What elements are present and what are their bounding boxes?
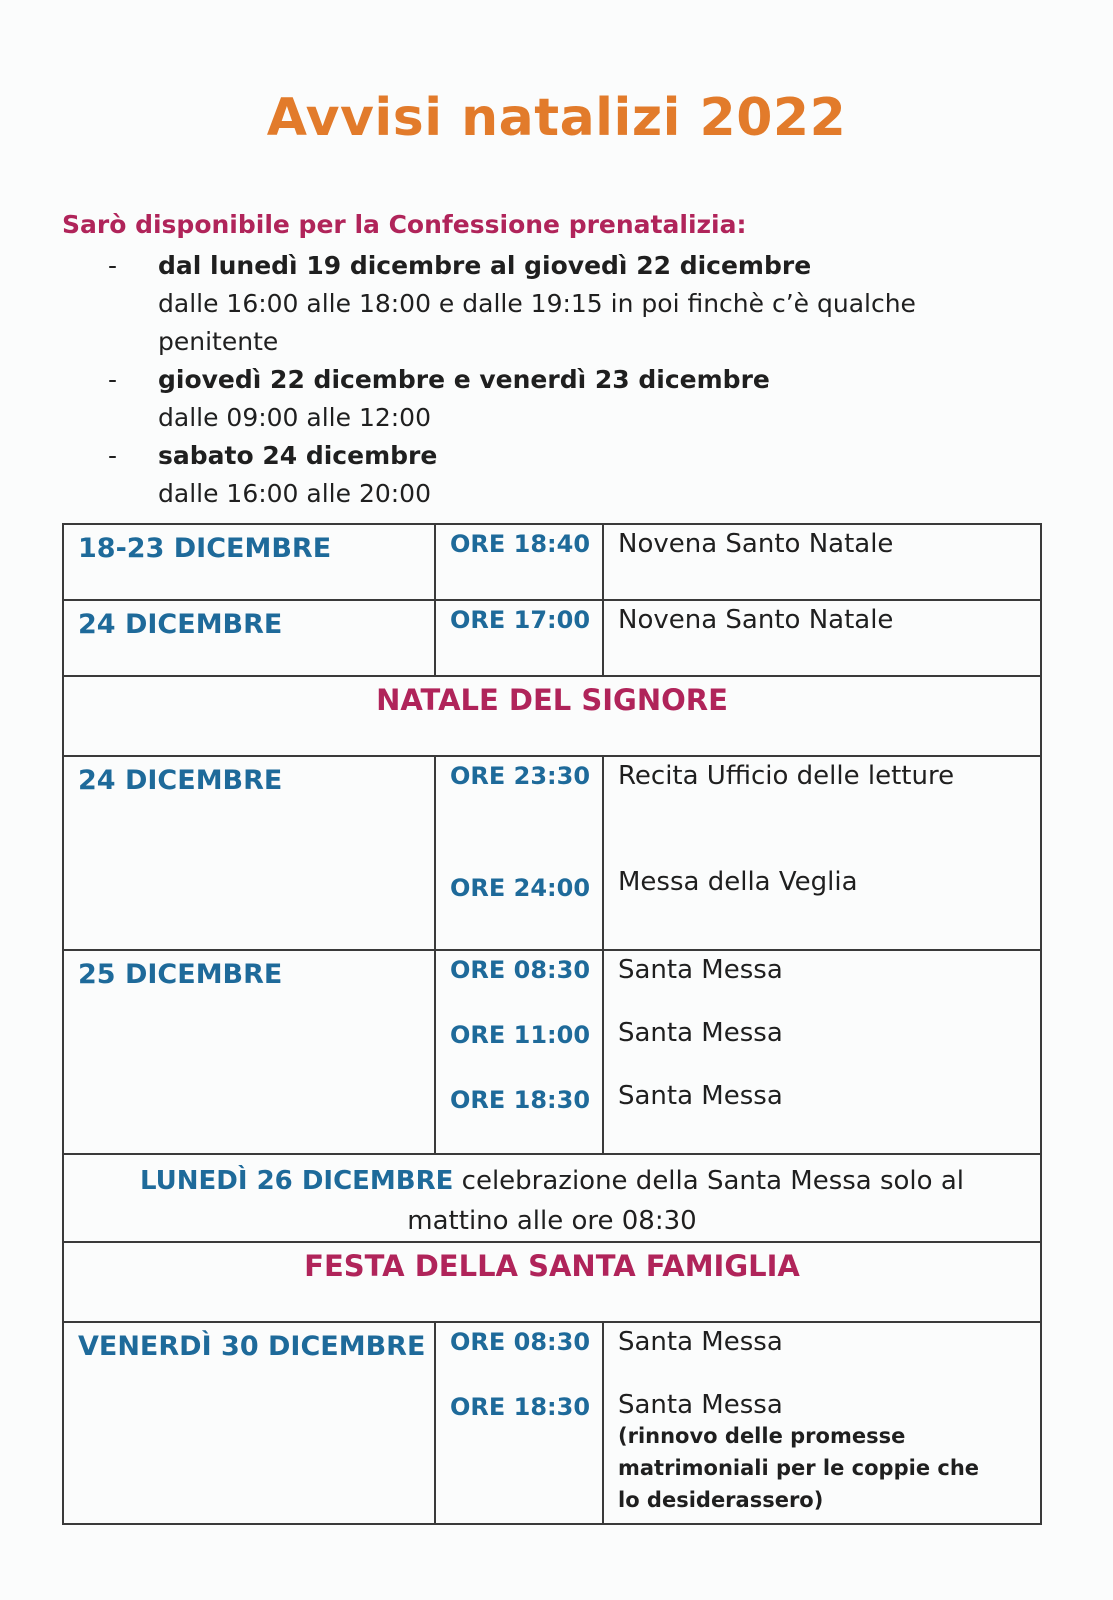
- table-row: [63, 600, 1041, 676]
- confession-hours: dalle 09:00 alle 12:00: [158, 403, 431, 432]
- table-row: [63, 756, 1041, 950]
- confession-dates: dal lunedì 19 dicembre al giovedì 22 dicembre: [158, 251, 812, 280]
- row-time: ORE 08:30: [450, 956, 591, 984]
- row-description: Novena Santo Natale: [618, 529, 894, 559]
- row-date: VENERDÌ 30 DICEMBRE: [78, 1331, 426, 1362]
- row-date: 24 DICEMBRE: [78, 765, 283, 796]
- notice-date: LUNEDÌ 26 DICEMBRE: [140, 1166, 454, 1196]
- section-banner-famiglia: FESTA DELLA SANTA FAMIGLIA: [304, 1249, 800, 1283]
- page-title: Avvisi natalizi 2022: [266, 88, 847, 148]
- row-date: 18-23 DICEMBRE: [78, 533, 332, 564]
- confession-item: [62, 437, 1062, 513]
- section-banner-natale: NATALE DEL SIGNORE: [376, 683, 728, 717]
- list-dash: -: [108, 365, 118, 394]
- row-description: Santa Messa: [618, 1018, 783, 1048]
- row-description: Santa Messa: [618, 1327, 783, 1357]
- confession-hours: dalle 16:00 alle 18:00 e dalle 19:15 in poi finchè c’è qualche penitente: [158, 289, 916, 356]
- confession-hours: dalle 16:00 alle 20:00: [158, 479, 431, 508]
- confession-dates: sabato 24 dicembre: [158, 441, 438, 470]
- table-row: [63, 1242, 1041, 1322]
- row-time: ORE 17:00: [450, 606, 591, 634]
- table-row: [63, 1322, 1041, 1524]
- confession-item: [62, 247, 1062, 361]
- monday-notice: [64, 1155, 1040, 1241]
- row-time: ORE 18:40: [450, 530, 591, 558]
- notice-text: mattino alle ore 08:30: [407, 1206, 697, 1236]
- row-time: ORE 08:30: [450, 1328, 591, 1356]
- row-description: Santa Messa: [618, 955, 783, 985]
- confession-item: [62, 361, 1062, 437]
- list-dash: -: [108, 441, 118, 470]
- row-time: ORE 18:30: [450, 1086, 591, 1114]
- confession-section: [62, 210, 1062, 513]
- row-date: 24 DICEMBRE: [78, 609, 283, 640]
- list-dash: -: [108, 251, 118, 280]
- row-note: (rinnovo delle promesse matrimoniali per le coppie che lo desiderassero): [618, 1424, 980, 1512]
- row-description: Santa Messa: [618, 1081, 783, 1111]
- table-row: [63, 524, 1041, 600]
- row-time: ORE 23:30: [450, 762, 591, 790]
- row-date: 25 DICEMBRE: [78, 959, 283, 990]
- row-description: Messa della Veglia: [618, 867, 858, 897]
- schedule-table: [62, 523, 1042, 1525]
- notice-text: celebrazione della Santa Messa solo al: [453, 1166, 964, 1196]
- row-description: Novena Santo Natale: [618, 605, 894, 635]
- row-description: Santa Messa: [618, 1390, 783, 1420]
- row-time: ORE 24:00: [450, 874, 591, 902]
- table-row: [63, 950, 1041, 1154]
- table-row: [63, 676, 1041, 756]
- confession-heading: Sarò disponibile per la Confessione prenatalizia:: [62, 210, 747, 239]
- table-row: [63, 1154, 1041, 1242]
- row-description: Recita Ufficio delle letture: [618, 761, 955, 791]
- confession-dates: giovedì 22 dicembre e venerdì 23 dicembre: [158, 365, 770, 394]
- row-time: ORE 18:30: [450, 1393, 591, 1421]
- row-time: ORE 11:00: [450, 1021, 591, 1049]
